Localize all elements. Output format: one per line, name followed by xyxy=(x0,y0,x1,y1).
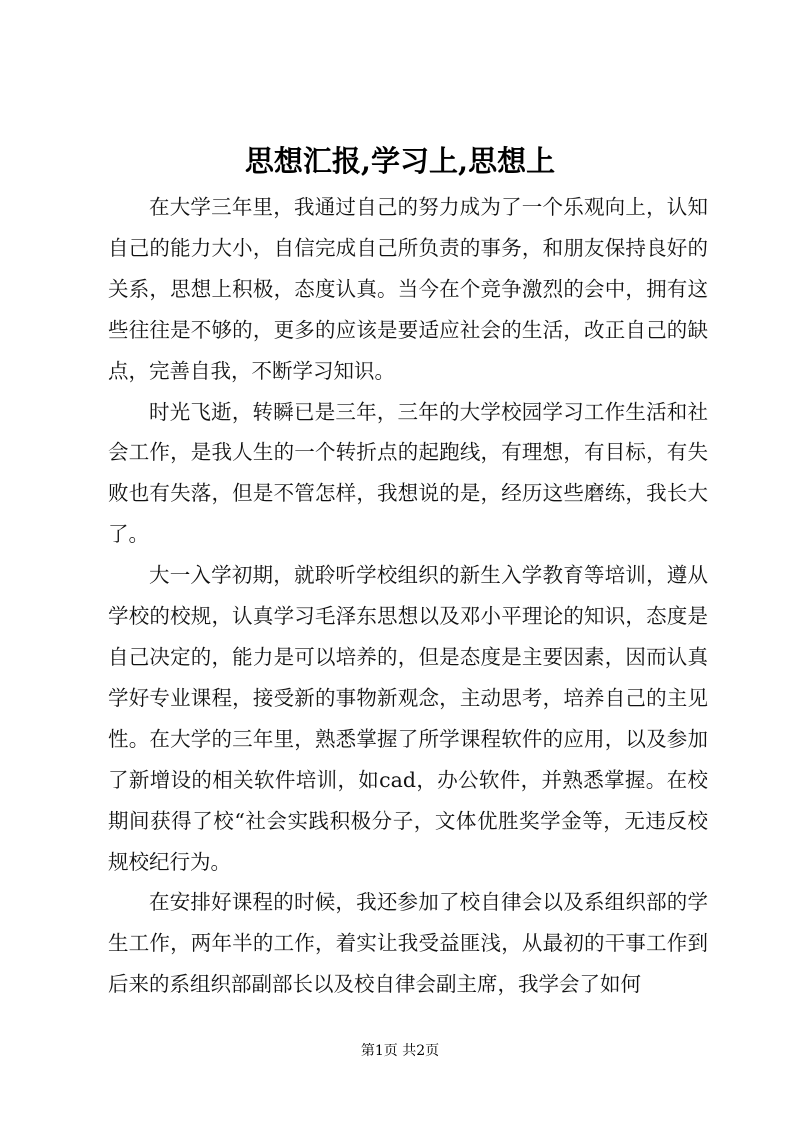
paragraph: 在大学三年里，我通过自己的努力成为了一个乐观向上，认知自己的能力大小，自信完成自己所负责的事务，和朋友保持良好的关系，思想上积极，态度认真。当今在个竞争激烈的会中，拥有这些往往是不够的，更多的应该是要适应社会的生活，改正自己的缺点，完善自我，不断学习知识。 xyxy=(108,195,708,383)
paragraph: 大一入学初期，就聆听学校组织的新生入学教育等培训，遵从学校的校规，认真学习毛泽东思想以及邓小平理论的知识，态度是自己决定的，能力是可以培养的，但是态度是主要因素，因而认真学好专业课程，接受新的事物新观念，主动思考，培养自己的主见性。在大学的三年里，熟悉掌握了所学课程软件的应用，以及参加了新增设的相关软件培训，如cad，办公软件，并熟悉掌握。在校期间获得了校“社会实践积极分子，文体优胜奖学金等，无违反校规校纪行为。 xyxy=(108,563,708,874)
document-body xyxy=(108,187,708,1005)
page-footer: 第1页 共2页 xyxy=(360,1043,440,1059)
page-title: 思想汇报,学习上,思想上 xyxy=(244,144,556,178)
paragraph: 时光飞逝，转瞬已是三年，三年的大学校园学习工作生活和社会工作，是我人生的一个转折点的起跑线，有理想，有目标，有失败也有失落，但是不管怎样，我想说的是，经历这些磨练，我长大了。 xyxy=(108,399,708,547)
paragraph: 在安排好课程的时候，我还参加了校自律会以及系组织部的学生工作，两年半的工作，着实让我受益匪浅，从最初的干事工作到后来的系组织部副部长以及校自律会副主席，我学会了如何 xyxy=(108,890,708,997)
